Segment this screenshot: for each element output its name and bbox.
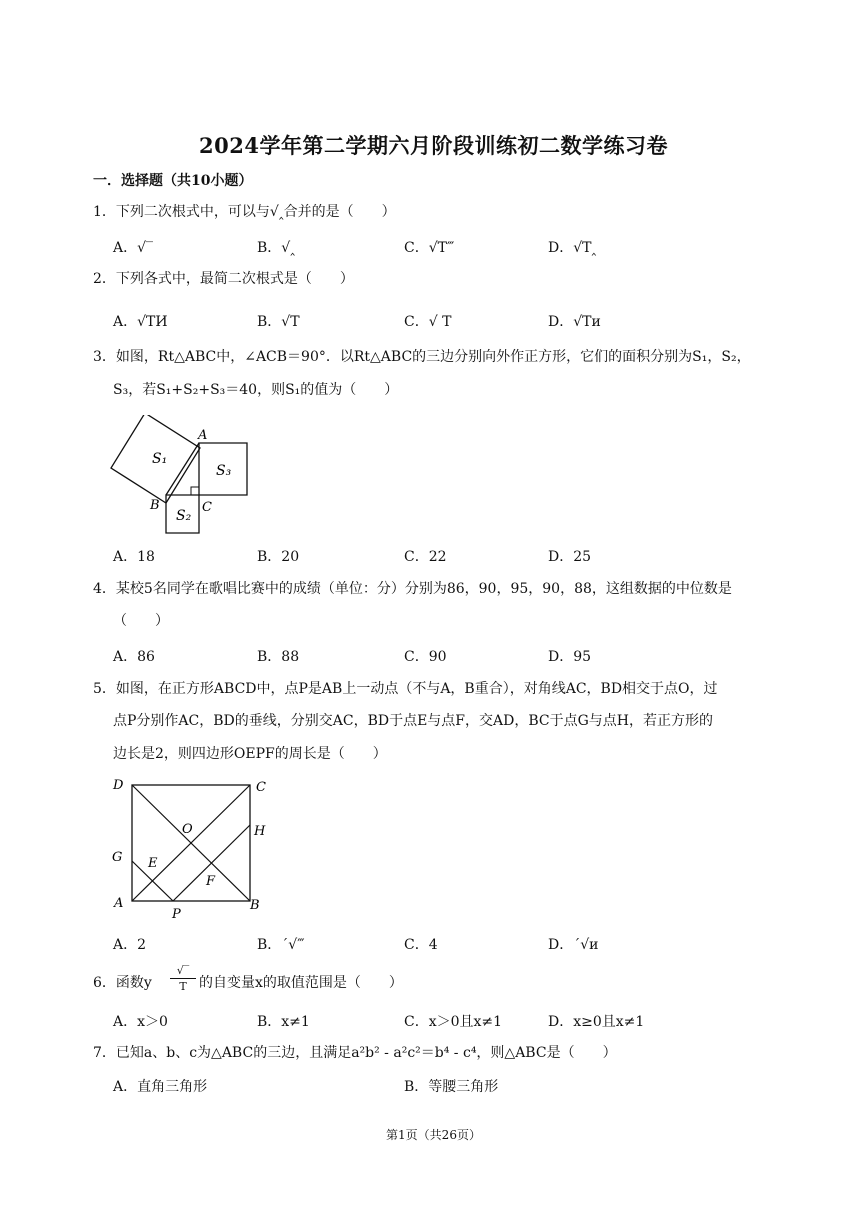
label-d: D (113, 778, 124, 793)
q2-option-c: C．√ T (404, 314, 452, 330)
q6-option-a: A．x＞0 (113, 1014, 168, 1030)
q5-option-b: B．ˊ√‴ (257, 937, 305, 953)
q3-squares-figure (108, 415, 258, 540)
q6-fraction (168, 964, 198, 993)
label-s1: S₁ (152, 451, 168, 467)
section-heading: 一．选择题（共10小题） (93, 173, 253, 189)
label-o: O (182, 822, 193, 837)
label-a: A (114, 896, 124, 911)
q4-option-b: B．88 (257, 649, 300, 665)
label-f: F (206, 874, 216, 889)
question-7-stem: 7．已知a、b、c为△ABC的三边，且满足a²b² - a²c²＝b⁴ - c⁴，则△ABC是（ ） (93, 1045, 617, 1061)
q5-option-d: D．ˊ√и (548, 937, 599, 953)
question-6-suffix: 的自变量x的取值范围是（ ） (199, 975, 403, 991)
q2-option-a: A．√TИ (113, 314, 168, 330)
question-5-line-3: 边长是2，则四边形OEPF的周长是（ ） (113, 746, 387, 762)
question-3-line-2: S₃，若S₁+S₂+S₃＝40，则S₁的值为（ ） (113, 382, 399, 398)
label-b: B (150, 498, 160, 513)
label-e: E (148, 856, 158, 871)
label-b: B (250, 898, 260, 913)
q3-option-c: C．22 (404, 549, 447, 565)
q1-option-b: B．√‸ (257, 240, 295, 256)
q7-option-b: B．等腰三角形 (404, 1079, 499, 1095)
q6-fraction-numerator: √‾ (176, 964, 190, 977)
q6-option-d: D．x≥0且x≠1 (548, 1014, 645, 1030)
q3-option-d: D．25 (548, 549, 592, 565)
q3-option-b: B．20 (257, 549, 300, 565)
label-h: H (254, 824, 266, 839)
q1-option-d: D．√T‸ (548, 240, 597, 256)
q1-option-a: A．√‾ (113, 240, 154, 256)
question-4-line-2: （ ） (113, 613, 169, 629)
q7-option-a: A．直角三角形 (113, 1079, 208, 1095)
question-1-stem: 1．下列二次根式中，可以与√‸合并的是（ ） (93, 204, 396, 220)
label-s3: S₃ (216, 463, 232, 479)
question-3-line-1: 3．如图，Rt△ABC中，∠ACB＝90°．以Rt△ABC的三边分别向外作正方形，它们的面积分别为S₁，S₂， (93, 349, 751, 365)
q4-option-d: D．95 (548, 649, 592, 665)
q6-option-c: C．x＞0且x≠1 (404, 1014, 503, 1030)
question-4-line-1: 4．某校5名同学在歌唱比赛中的成绩（单位：分）分别为86，90，95，90，88，这组数据的中位数是 (93, 581, 732, 597)
q4-option-c: C．90 (404, 649, 447, 665)
question-5-line-1: 5．如图，在正方形ABCD中，点P是AB上一动点（不与A，B重合），对角线AC，BD相交于点O，过 (93, 681, 718, 697)
page-footer: 第1页（共26页） (386, 1128, 481, 1142)
q5-option-c: C．4 (404, 937, 438, 953)
label-c: C (202, 500, 212, 515)
q6-option-b: B．x≠1 (257, 1014, 310, 1030)
q1-option-c: C．√T‴ (404, 240, 455, 256)
right-angle-mark (191, 487, 199, 495)
q2-option-b: B．√T (257, 314, 300, 330)
label-g: G (112, 850, 123, 865)
q2-option-d: D．√Tи (548, 314, 601, 330)
q6-fraction-bar (170, 978, 196, 979)
q4-option-a: A．86 (113, 649, 155, 665)
question-2-stem: 2．下列各式中，最简二次根式是（ ） (93, 271, 354, 287)
paper-title: 2024学年第二学期六月阶段训练初二数学练习卷 (199, 133, 668, 158)
q5-option-a: A．2 (113, 937, 147, 953)
label-p: P (172, 907, 181, 922)
label-c: C (256, 780, 266, 795)
question-5-line-2: 点P分别作AC，BD的垂线，分别交AC，BD于点E与点F，交AD，BC于点G与点H，若正方形的 (113, 713, 714, 729)
label-a: A (198, 428, 208, 443)
q3-option-a: A．18 (113, 549, 155, 565)
q5-square-figure (106, 773, 276, 923)
q6-fraction-denominator: T (179, 980, 187, 993)
label-s2: S₂ (176, 508, 192, 524)
question-6-prefix: 6．函数y (93, 975, 152, 991)
